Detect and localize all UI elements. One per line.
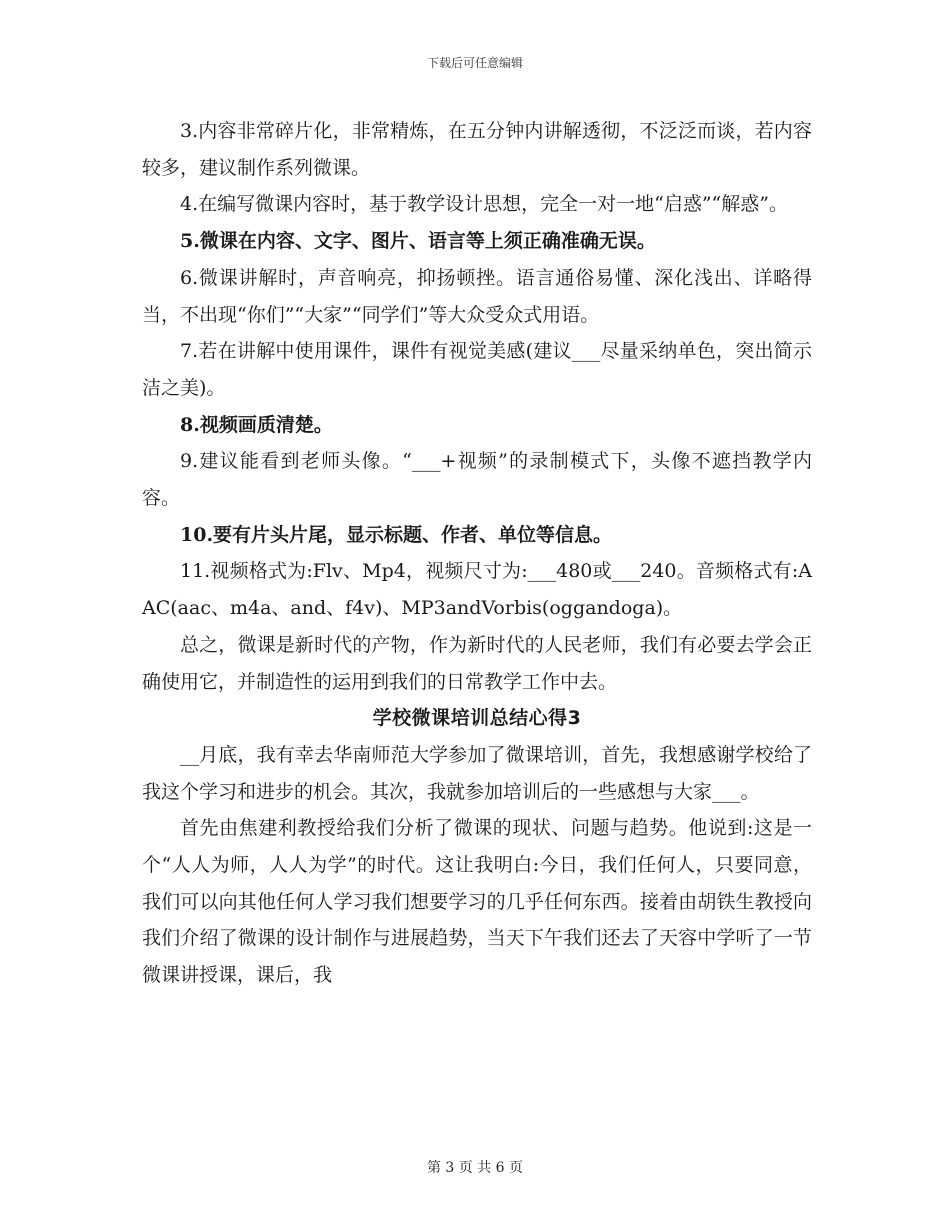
list-item-8: 8.视频画质清楚。 xyxy=(180,413,333,436)
summary-paragraph: 总之，微课是新时代的产物，作为新时代的人民老师，我们有必要去学会正确使用它，并制造性的运用到我们的日常教学工作中去。 xyxy=(142,633,812,693)
list-item-7: 7.若在讲解中使用课件，课件有视觉美感(建议___尽量采纳单色，突出简示洁之美)。 xyxy=(142,340,812,399)
section-paragraph-1: __月底，我有幸去华南师范大学参加了微课培训，首先，我想感谢学校给了我这个学习和进步的机会。其次，我就参加培训后的一些感想与大家___。 xyxy=(142,743,812,803)
page-header-note: 下载后可任意编辑 xyxy=(426,56,523,70)
list-item-10: 10.要有片头片尾，显示标题、作者、单位等信息。 xyxy=(180,523,613,546)
document-body xyxy=(142,113,812,994)
list-item-11: 11.视频格式为:Flv、Mp4，视频尺寸为:___480或___240。音频格式有:AAC(aac、m4a、and、f4v)、MP3andVorbis(oggandoga)。 xyxy=(142,560,812,620)
section-paragraph-2: 首先由焦建利教授给我们分析了微课的现状、问题与趋势。他说到:这是一个“人人为师，人人为学”的时代。这让我明白:今日，我们任何人，只要同意，我们可以向其他任何人学习我们想要学习的几乎任何东西。接着由胡铁生教授向我们介绍了微课的设计制作与进展趋势，当天下午我们还去了天容中学听了一节微课讲授课，课后，我 xyxy=(142,817,812,987)
list-item-5: 5.微课在内容、文字、图片、语言等上须正确准确无误。 xyxy=(180,230,656,253)
list-item-4: 4.在编写微课内容时，基于教学设计思想，完全一对一地“启惑”“解惑”。 xyxy=(180,193,788,216)
list-item-3: 3.内容非常碎片化，非常精炼，在五分钟内讲解透彻，不泛泛而谈，若内容较多，建议制作系列微课。 xyxy=(142,120,812,179)
page-number: 第 3 页 共 6 页 xyxy=(426,1160,524,1176)
section-title: 学校微课培训总结心得3 xyxy=(372,707,582,730)
list-item-9: 9.建议能看到老师头像。“___+视频”的录制模式下，头像不遮挡教学内容。 xyxy=(142,450,812,510)
list-item-6: 6.微课讲解时，声音响亮，抑扬顿挫。语言通俗易懂、深化浅出、详略得当，不出现“你们”“大家”“同学们”等大众受众式用语。 xyxy=(142,266,812,326)
